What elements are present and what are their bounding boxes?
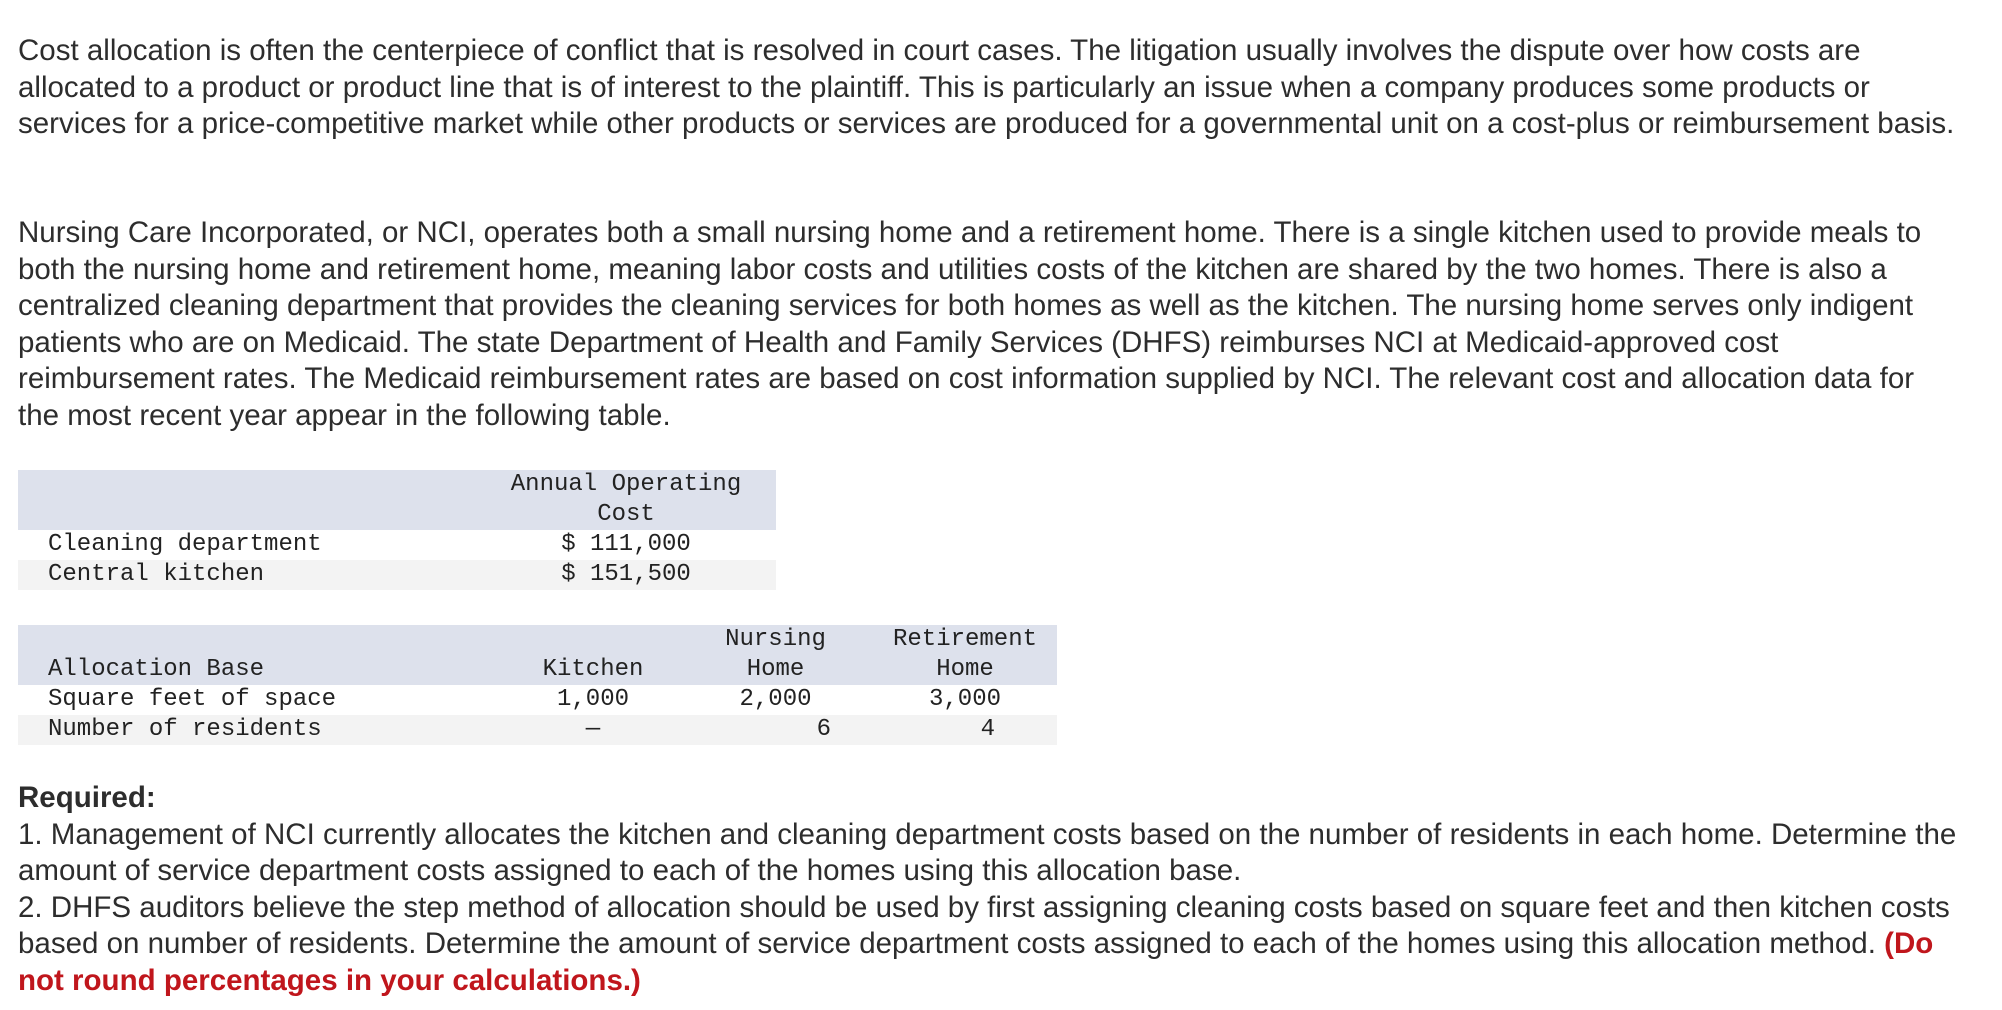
header-line: Home [936, 656, 994, 683]
required-item-1: 1. Management of NCI currently allocates the kitchen and cleaning department costs based on the number of residents in each home. Determine the amount of service department costs assigned to each of the homes using this allocation base. [18, 817, 1957, 887]
table-header-row [18, 470, 776, 530]
cost-value: $ 151,500 [476, 560, 776, 590]
kitchen-value: 1,000 [556, 686, 629, 713]
row-label: Square feet of space [48, 686, 337, 713]
header-line: Home [746, 656, 805, 683]
cost-value: $ 111,000 [561, 531, 691, 558]
header-retirement-home [873, 625, 1057, 685]
table-header-row [18, 625, 1057, 685]
nursing-home-value: 2,000 [739, 686, 812, 713]
header-allocation-base: Allocation Base [18, 625, 508, 685]
header-nursing-home [678, 625, 873, 685]
kitchen-value: — [508, 715, 678, 745]
row-label: Number of residents [18, 715, 508, 745]
table-row [18, 715, 1057, 745]
header-line: Nursing [725, 626, 826, 653]
rounding-note: (Do not round percentages in your calculations.) [18, 927, 1934, 997]
allocation-base-table [18, 625, 1057, 745]
intro-paragraph-1: Cost allocation is often the centerpiece of conflict that is resolved in court cases. The litigation usually involves the dispute over how costs are allocated to a product or product line that is of interest to the plaintiff. This is particularly an issue when a company produces some products or services for a price-competitive market while other products or services are produced for a governmental unit on a cost-plus or reimbursement basis. [18, 34, 1955, 140]
required-section [18, 780, 1978, 999]
header-line: Cost [597, 501, 655, 528]
nursing-home-value: 6 [678, 715, 873, 745]
header-spacer [18, 470, 476, 530]
row-label: Central kitchen [18, 560, 476, 590]
table-row [18, 685, 1057, 715]
table-row [18, 560, 776, 590]
required-item-2: 2. DHFS auditors believe the step method of allocation should be used by first assigning cleaning costs based on square feet and then kitchen costs based on number of residents. Determine the amount of service department costs assigned to each of the homes using this allocation method. [18, 890, 1950, 960]
header-annual-operating-cost [476, 470, 776, 530]
row-label: Cleaning department [48, 531, 322, 558]
header-kitchen: Kitchen [508, 625, 678, 685]
table-row [18, 530, 776, 560]
intro-paragraph-2: Nursing Care Incorporated, or NCI, operates both a small nursing home and a retirement home. There is a single kitchen used to provide meals to both the nursing home and retirement home, meaning labor costs and utilities costs of the kitchen are shared by the two homes. There is also a centralized cleaning department that provides the cleaning services for both homes as well as the kitchen. The nursing home serves only indigent patients who are on Medicaid. The state Department of Health and Family Services (DHFS) reimburses NCI at Medicaid-approved cost reimbursement rates. The Medicaid reimbursement rates are based on cost information supplied by NCI. The relevant cost and allocation data for the most recent year appear in the following table. [18, 216, 1922, 432]
header-line: Retirement [892, 626, 1038, 653]
retirement-home-value: 3,000 [928, 686, 1001, 713]
required-title: Required: [18, 781, 156, 814]
header-line: Annual Operating [510, 471, 742, 498]
retirement-home-value: 4 [873, 715, 1057, 745]
operating-cost-table [18, 470, 776, 590]
